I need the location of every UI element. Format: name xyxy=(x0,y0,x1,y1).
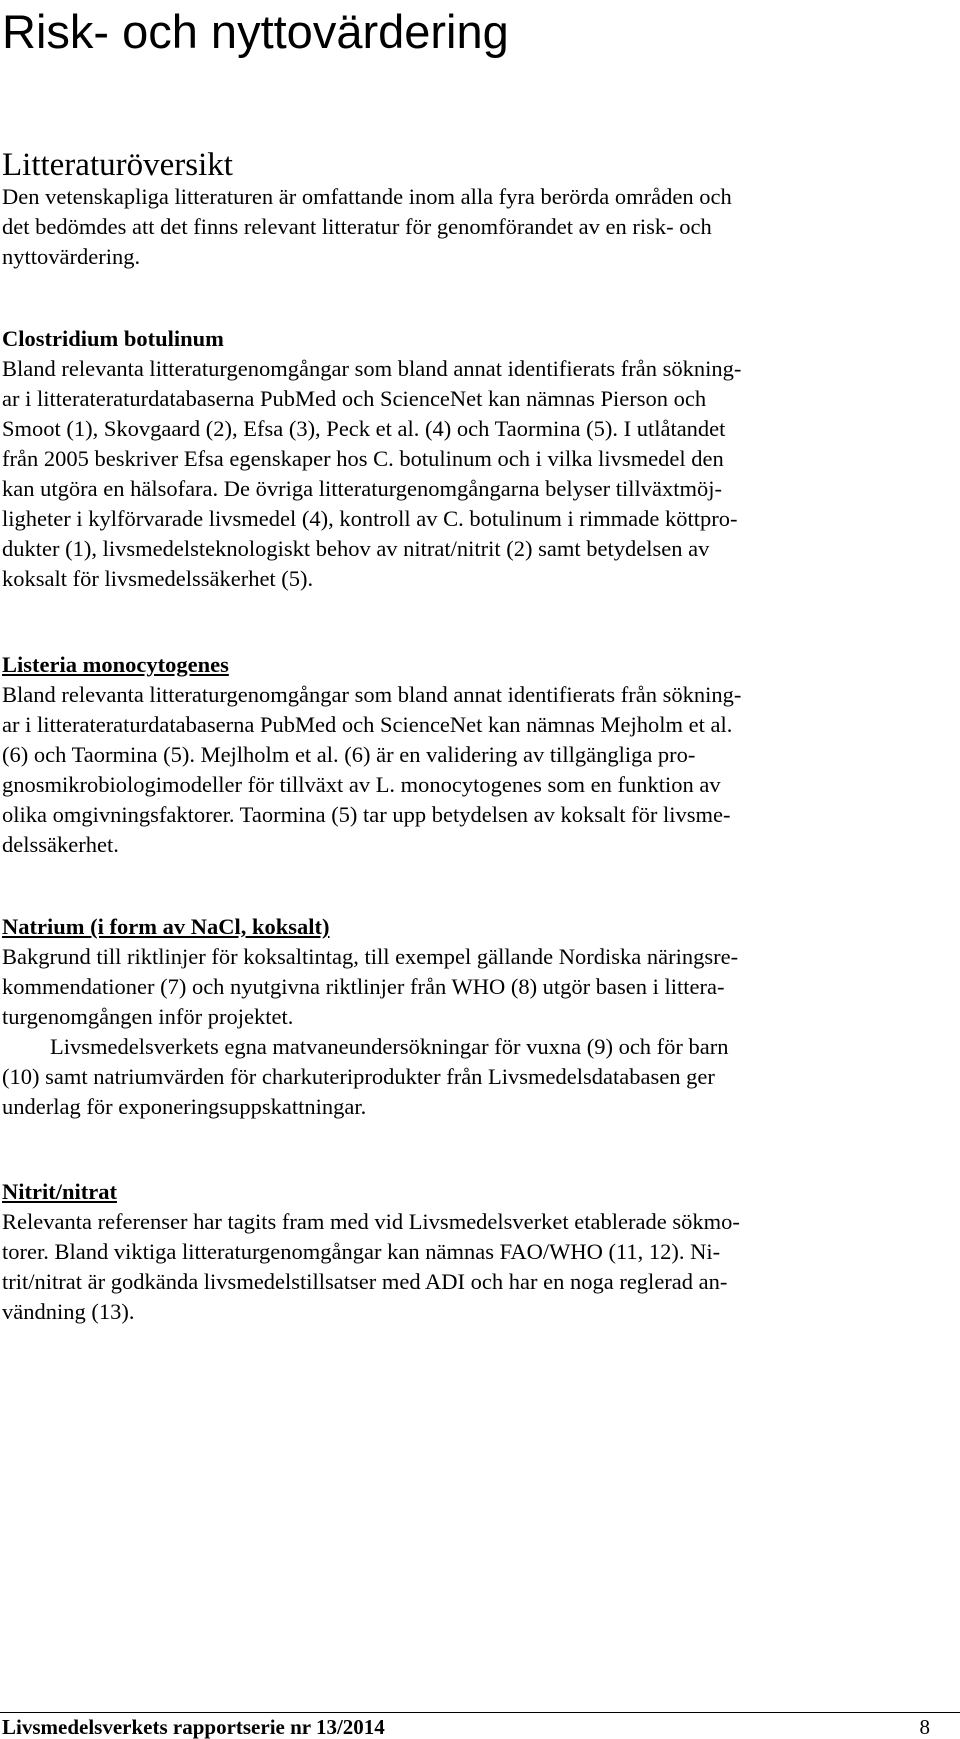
text-line: torer. Bland viktiga litteraturgenomgångar kan nämnas FAO/WHO (11, 12). Ni- xyxy=(2,1239,721,1264)
text-line: (10) samt natriumvärden för charkuteriprodukter från Livsmedelsdatabasen ger xyxy=(2,1064,715,1089)
nitrit-section xyxy=(2,1177,958,1327)
nitrit-heading: Nitrit/nitrat xyxy=(2,1179,117,1204)
listeria-section xyxy=(2,650,958,860)
footer-series: Livsmedelsverkets rapportserie nr 13/2014 xyxy=(2,1715,385,1739)
text-line: Relevanta referenser har tagits fram med vid Livsmedelsverket etablerade sökmo- xyxy=(2,1209,740,1234)
text-line: trit/nitrat är godkända livsmedelstillsatser med ADI och har en noga reglerad an- xyxy=(2,1269,728,1294)
text-line: underlag för exponeringsuppskattningar. xyxy=(2,1094,367,1119)
text-line: ar i litterateraturdatabaserna PubMed och ScienceNet kan nämnas Mejholm et al. xyxy=(2,712,733,737)
text-line: det bedömdes att det finns relevant litteratur för genomförandet av en risk- och xyxy=(2,214,712,239)
text-line: från 2005 beskriver Efsa egenskaper hos C. botulinum och i vilka livsmedel den xyxy=(2,446,724,471)
text-line: vändning (13). xyxy=(2,1299,135,1324)
text-line: Livsmedelsverkets egna matvaneundersökningar för vuxna (9) och för barn xyxy=(50,1034,729,1059)
listeria-heading: Listeria monocytogenes xyxy=(2,652,229,677)
page-number: 8 xyxy=(919,1715,930,1739)
text-line: dukter (1), livsmedelsteknologiskt behov av nitrat/nitrit (2) samt betydelsen av xyxy=(2,536,710,561)
natrium-section xyxy=(2,912,958,1122)
text-line: ar i litterateraturdatabaserna PubMed och ScienceNet kan nämnas Pierson och xyxy=(2,386,707,411)
page-title: Risk- och nyttovärdering xyxy=(2,5,509,58)
text-line: Smoot (1), Skovgaard (2), Efsa (3), Peck et al. (4) och Taormina (5). I utlåtandet xyxy=(2,416,726,441)
text-line: ligheter i kylförvarade livsmedel (4), kontroll av C. botulinum i rimmade köttpro- xyxy=(2,506,738,531)
text-line: kommendationer (7) och nyutgivna riktlinjer från WHO (8) utgör basen i littera- xyxy=(2,974,725,999)
text-line: olika omgivningsfaktorer. Taormina (5) tar upp betydelsen av koksalt för livsme- xyxy=(2,802,731,827)
clostridium-section xyxy=(2,324,958,594)
section-heading-litteraturoversikt: Litteraturöversikt xyxy=(2,147,233,183)
natrium-heading: Natrium (i form av NaCl, koksalt) xyxy=(2,914,330,939)
text-line: Den vetenskapliga litteraturen är omfattande inom alla fyra berörda områden och xyxy=(2,184,732,209)
text-line: kan utgöra en hälsofara. De övriga litteraturgenomgångarna belyser tillväxtmöj- xyxy=(2,476,722,501)
text-line: delssäkerhet. xyxy=(2,832,119,857)
text-line: Bland relevanta litteraturgenomgångar som bland annat identifierats från sökning- xyxy=(2,356,742,381)
text-line: Bland relevanta litteraturgenomgångar som bland annat identifierats från sökning- xyxy=(2,682,742,707)
clostridium-heading: Clostridium botulinum xyxy=(2,326,224,351)
text-line: turgenomgången inför projektet. xyxy=(2,1004,294,1029)
overview-paragraph xyxy=(2,182,958,272)
text-line: nyttovärdering. xyxy=(2,244,141,269)
text-line: gnosmikrobiologimodeller för tillväxt av L. monocytogenes som en funktion av xyxy=(2,772,721,797)
text-line: (6) och Taormina (5). Mejlholm et al. (6) är en validering av tillgängliga pro- xyxy=(2,742,696,767)
text-line: koksalt för livsmedelssäkerhet (5). xyxy=(2,566,314,591)
text-line: Bakgrund till riktlinjer för koksaltintag, till exempel gällande Nordiska näringsre- xyxy=(2,944,739,969)
footer-divider xyxy=(0,1712,960,1713)
